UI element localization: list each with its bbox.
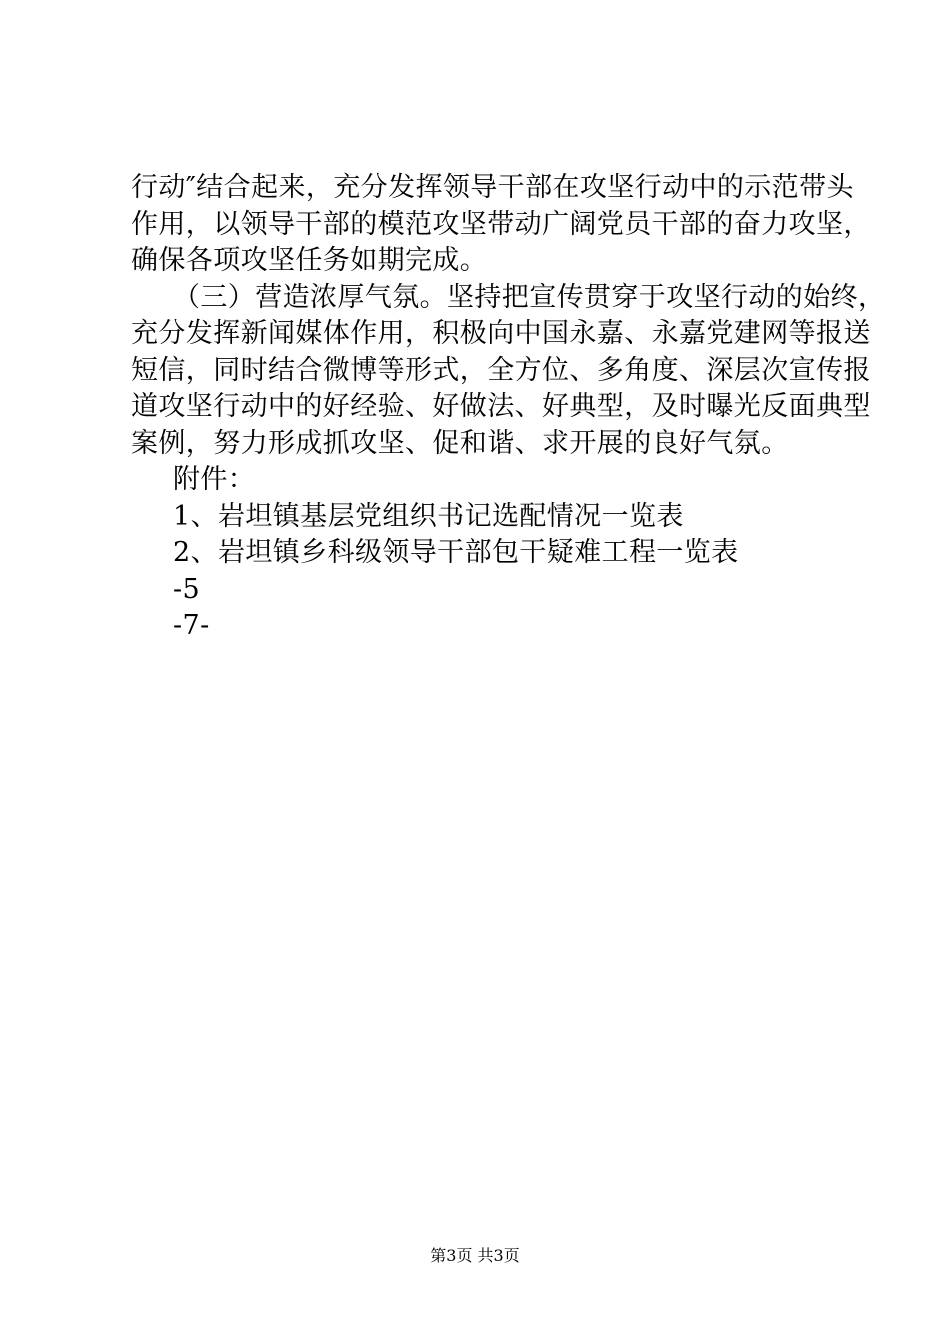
paragraph-line: 案例，努力形成抓攻坚、促和谐、求开展的良好气氛。 [131, 427, 789, 459]
document-body [131, 170, 886, 645]
paragraph-line: 充分发挥新闻媒体作用，积极向中国永嘉、永嘉党建网等报送 [131, 318, 871, 349]
attachment-heading: 附件： [173, 464, 256, 495]
page-marker: -7- [173, 610, 210, 641]
attachment-item: 1、岩坦镇基层党组织书记选配情况一览表 [173, 500, 684, 532]
paragraph-line: 道攻坚行动中的好经验、好做法、好典型，及时曝光反面典型 [131, 391, 871, 422]
page-footer: 第3页 共3页 [430, 1246, 520, 1265]
paragraph-line: （三）营造浓厚气氛。坚持把宣传贯穿于攻坚行动的始终， [173, 281, 886, 313]
paragraph-line: 确保各项攻坚任务如期完成。 [131, 245, 488, 276]
paragraph-line: 短信，同时结合微博等形式，全方位、多角度、深层次宣传报 [131, 354, 871, 386]
attachment-item: 2、岩坦镇乡科级领导干部包干疑难工程一览表 [173, 537, 739, 568]
page-marker: -5 [173, 573, 201, 605]
paragraph-line: 作用，以领导干部的模范攻坚带动广阔党员干部的奋力攻坚， [131, 208, 871, 240]
paragraph-line: 行动″结合起来，充分发挥领导干部在攻坚行动中的示范带头 [131, 172, 854, 203]
